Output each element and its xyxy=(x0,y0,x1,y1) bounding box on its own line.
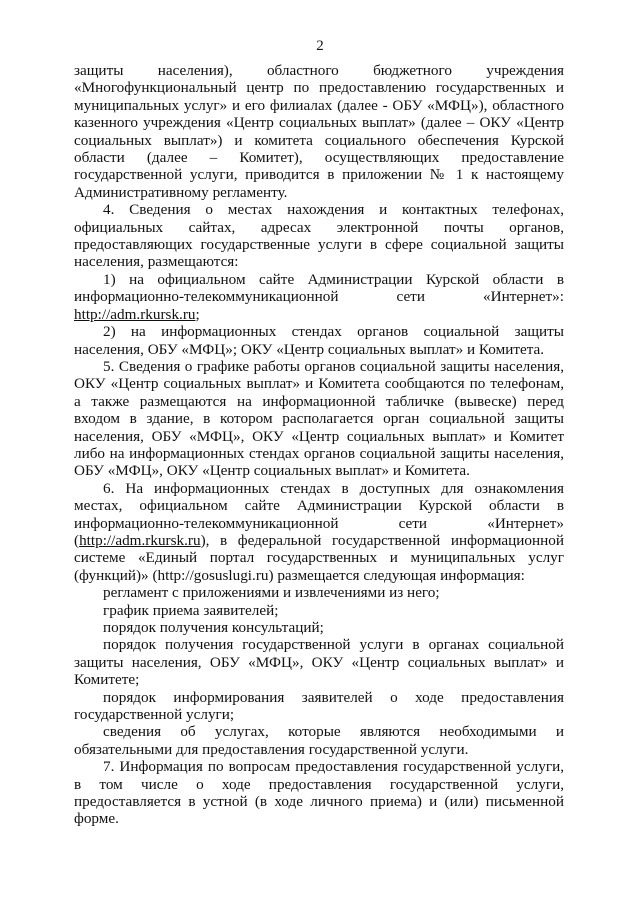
list-item-service-procedure: порядок получения государственной услуги в органах социальной защиты населения, ОБУ «МФЦ», ОКУ «Центр социальных выплат» и Комитете; xyxy=(74,636,564,689)
list-item-consultations: порядок получения консультаций; xyxy=(103,619,324,636)
paragraph-text: 6. На информационных стендах в доступных для ознакомления местах, официальном сайте Администрации Курской области в информационно-телекоммуникационной сети «Интернет» ( xyxy=(74,479,564,549)
document-body xyxy=(74,62,564,828)
paragraph-text: ; xyxy=(195,305,200,323)
paragraph-item-4-1 xyxy=(74,271,564,323)
paragraph-item-4-2: 2) на информационных стендах органов социальной защиты населения, ОБУ «МФЦ»; ОКУ «Центр социальных выплат» и Комитета. xyxy=(74,323,564,358)
list-item-required-services: сведения об услугах, которые являются необходимыми и обязательными для предоставления государственной услуги. xyxy=(74,723,564,758)
list-item-regulation: регламент с приложениями и извлечениями из него; xyxy=(103,584,440,602)
page-number: 2 xyxy=(316,38,324,54)
paragraph-item-7: 7. Информация по вопросам предоставления государственной услуги, в том числе о ходе предоставления государственной услуги, предоставляется в устной (в ходе личного приема) и (или) письменной форме. xyxy=(74,758,564,828)
adm-rkursk-link[interactable]: http://adm.rkursk.ru xyxy=(79,531,201,549)
paragraph-continuation: защиты населения), областного бюджетного учреждения «Многофункциональный центр по предоставлению государственных и муниципальных услуг» и его филиалах (далее - ОБУ «МФЦ»), областного казенного учреждения «Центр социальных выплат» (далее – ОКУ «Центр социальных выплат») и комитета социального обеспечения Курской области (далее – Комитет), осуществляющих предоставление государственной услуги, приводится в приложении № 1 к настоящему Административному регламенту. xyxy=(74,62,564,201)
paragraph-text: ), в федеральной государственной информационной системе «Единый портал государственных и муниципальных услуг (функций)» (http://gosuslugi.ru) размещается следующая информация: xyxy=(74,531,564,584)
paragraph-item-5: 5. Сведения о графике работы органов социальной защиты населения, ОКУ «Центр социальных выплат» и Комитета сообщаются по телефонам, а также размещаются на информационной табличке (вывеске) перед входом в здание, в котором располагается орган социальной защиты населения, ОБУ «МФЦ», ОКУ «Центр социальных выплат» и Комитет либо на информационных стендах органов социальной защиты населения, ОБУ «МФЦ», ОКУ «Центр социальных выплат» и Комитета. xyxy=(74,357,564,480)
paragraph-text: 1) на официальном сайте Администрации Курской области в информационно-телекоммуникационной сети «Интернет»: xyxy=(74,270,564,306)
list-item-schedule: график приема заявителей; xyxy=(103,601,279,619)
paragraph-item-4: 4. Сведения о местах нахождения и контактных телефонах, официальных сайтах, адресах электронной почты органов, предоставляющих государственные услуги в сфере социальной защиты населения, размещаются: xyxy=(74,201,564,271)
adm-rkursk-link[interactable]: http://adm.rkursk.ru xyxy=(74,305,196,323)
paragraph-item-6 xyxy=(74,480,564,584)
list-item-informing: порядок информирования заявителей о ходе предоставления государственной услуги; xyxy=(74,688,564,724)
